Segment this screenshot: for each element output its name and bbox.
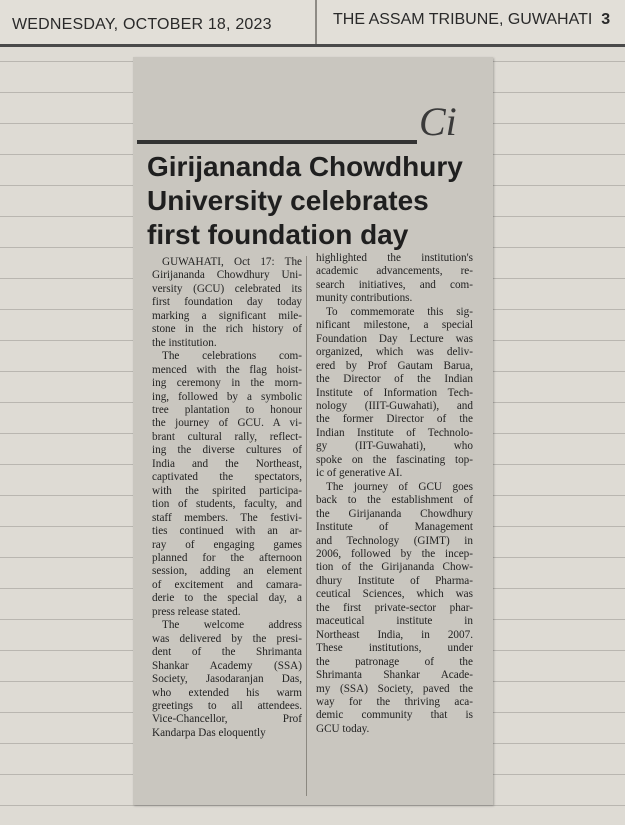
article-line: the institution. (152, 336, 217, 349)
article-line: The welcome address (162, 619, 302, 632)
article-line: the journey of GCU. A vi- (152, 417, 302, 430)
article-line: academic advancements, re- (316, 265, 473, 278)
article-line: 2006, followed by the incep- (316, 547, 473, 560)
article-line: menced with the flag hoist- (152, 363, 302, 376)
article-line: Indian Institute of Technolo- (316, 426, 473, 439)
article-line: of excitement and camara- (152, 578, 302, 591)
article-line: my (SSA) Society, paved the (316, 682, 473, 695)
article-line: dent of the Shrimanta (152, 646, 302, 659)
article-line: and Technology (GIMT) in (316, 534, 473, 547)
article-line: tree plantation to honour (152, 403, 302, 416)
publication-title: THE ASSAM TRIBUNE, GUWAHATI (333, 11, 593, 28)
article-line: first foundation day today (152, 296, 302, 309)
article-line: spoke on the fascinating top- (316, 453, 473, 466)
newspaper-header (0, 0, 625, 47)
article-line: press release stated. (152, 605, 241, 618)
article-line: with the spirited participa- (152, 484, 302, 497)
article-line: India and the Northeast, (152, 457, 302, 470)
publication-name (333, 11, 610, 29)
article-line: the patronage of the (316, 655, 473, 668)
article-line: demic community that is (316, 709, 473, 722)
article-line: ing ceremony in the morn- (152, 377, 302, 390)
article-line: way for the thriving aca- (316, 695, 473, 708)
page-number: 3 (601, 11, 611, 28)
article-line: maceutical institute in (316, 615, 473, 628)
article-line: Shrimanta Shankar Acade- (316, 669, 473, 682)
article-line: Northeast India, in 2007. (316, 628, 473, 641)
article-line: ic of generative AI. (316, 467, 403, 480)
article-line: was delivered by the presi- (152, 632, 302, 645)
article-line: Foundation Day Lecture was (316, 332, 473, 345)
article-line: Society, Jasodaranjan Das, (152, 673, 302, 686)
headline-line: first foundation day (147, 219, 409, 250)
article-line: marking a significant mile- (152, 309, 302, 322)
article-line: versity (GCU) celebrated its (152, 282, 302, 295)
header-divider (315, 0, 317, 44)
article-line: The journey of GCU goes (326, 480, 473, 493)
article-line: back to the establishment of (316, 494, 473, 507)
article-line: ing the diverse cultures of (152, 444, 302, 457)
article-line: ing, followed by a symbolic (152, 390, 302, 403)
article-line: brant cultural rally, reflect- (152, 430, 302, 443)
article-line: These institutions, under (316, 642, 473, 655)
column-divider (306, 256, 307, 796)
article-line: stone in the rich history of (152, 323, 302, 336)
article-line: organized, which was deliv- (316, 346, 473, 359)
edition-date: WEDNESDAY, OCTOBER 18, 2023 (12, 16, 272, 33)
article-line: who extended his warm (152, 686, 302, 699)
clipping-top-rule (137, 140, 417, 144)
article-line: captivated the spectators, (152, 471, 302, 484)
headline-line: University celebrates (147, 185, 429, 216)
article-line: staff members. The festivi- (152, 511, 302, 524)
article-line: highlighted the institution's (316, 252, 473, 264)
cut-headline-fragment: Ci (419, 99, 457, 144)
article-line: tion of students, faculty, and (152, 498, 302, 511)
article-line: Institute of Information Tech- (316, 386, 473, 399)
article-line: session, adding an element (152, 565, 302, 578)
article-column-right (316, 252, 473, 736)
article-line: nificant milestone, a special (316, 319, 473, 332)
article-line: Girijananda Chowdhury Uni- (152, 269, 302, 282)
article-line: To commemorate this sig- (326, 305, 473, 318)
article-line: dhury Institute of Pharma- (316, 574, 473, 587)
article-headline (147, 150, 463, 252)
article-line: the Director of the Indian (316, 373, 473, 386)
article-line: the first private-sector phar- (316, 601, 473, 614)
article-line: Shankar Academy (SSA) (152, 659, 302, 672)
article-line: ties continued with an ar- (152, 525, 302, 538)
article-line: Kandarpa Das eloquently (152, 726, 266, 739)
headline-line: Girijananda Chowdhury (147, 151, 463, 182)
article-line: the former Director of the (316, 413, 473, 426)
article-line: planned for the afternoon (152, 551, 302, 564)
article-line: search initiatives, and com- (316, 278, 473, 291)
article-line: GUWAHATI, Oct 17: The (162, 256, 302, 268)
article-line: ray of engaging games (152, 538, 302, 551)
article-line: Institute of Management (316, 521, 473, 534)
article-line: ered by Prof Gautam Barua, (316, 359, 473, 372)
article-line: nology (IIIT-Guwahati), and (316, 399, 473, 412)
article-line: tion of the Girijananda Chow- (316, 561, 473, 574)
article-line: Vice-Chancellor, Prof (152, 713, 302, 726)
article-line: GCU today. (316, 722, 370, 735)
article-line: munity contributions. (316, 292, 413, 305)
article-line: greetings to all attendees. (152, 699, 302, 712)
article-line: The celebrations com- (162, 350, 302, 363)
article-column-left (152, 256, 302, 740)
article-line: the Girijananda Chowdhury (316, 507, 473, 520)
article-line: ceutical Sciences, which was (316, 588, 473, 601)
article-line: derie to the special day, a (152, 592, 302, 605)
article-line: gy (IIT-Guwahati), who (316, 440, 473, 453)
